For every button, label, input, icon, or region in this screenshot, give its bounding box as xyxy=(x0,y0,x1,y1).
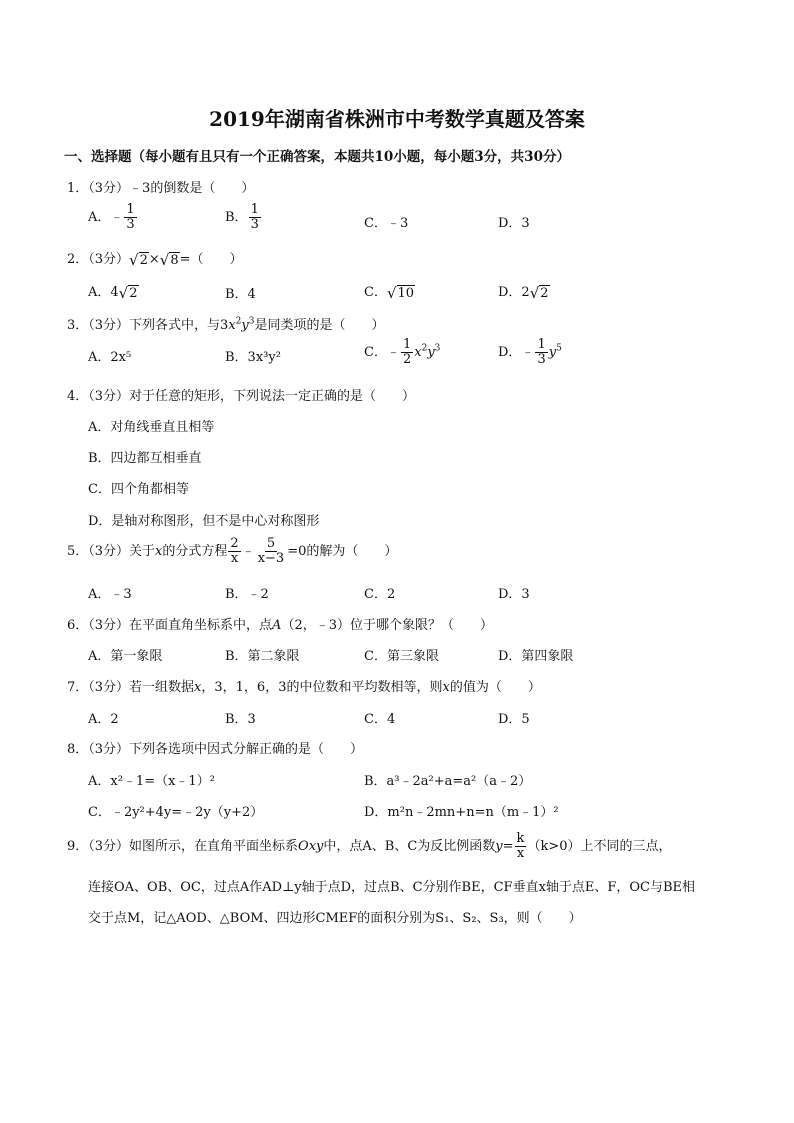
question-6-stem: 6．（3分）在平面直角坐标系中，点A（2，﹣3）位于哪个象限？（ ） xyxy=(67,618,493,633)
q7-option-a: A．2 xyxy=(88,712,119,727)
q8-option-d: D．m²n﹣2mn+n=n（m﹣1）² xyxy=(364,805,559,820)
question-3-stem: 3．（3分）下列各式中，与$3x^2y^3$是同类项的是（ ） xyxy=(67,316,385,333)
page-title: 2019年湖南省株洲市中考数学真题及答案 xyxy=(209,107,585,131)
q6-option-c: C．第三象限 xyxy=(364,649,439,664)
q1-option-d: D．3 xyxy=(498,216,530,231)
q2-option-a: A．4 √ 2 xyxy=(88,283,138,302)
question-5-stem: 5．（3分）关于x的分式方程 $\frac{2}{x}$ ﹣ $\frac{5}{x-3}$ =0的解为（ ） xyxy=(67,536,398,566)
q8-option-a: A．x²﹣1=（x﹣1）² xyxy=(88,774,215,789)
q4-option-d: D．是轴对称图形，但不是中心对称图形 xyxy=(88,514,320,529)
q5-option-d: D．3 xyxy=(498,587,530,602)
question-1-stem: 1．（3分）﹣3的倒数是（ ） xyxy=(67,181,255,196)
q6-option-a: A．第一象限 xyxy=(88,649,163,664)
q6-option-b: B．第二象限 xyxy=(225,649,300,664)
q7-option-d: D．5 xyxy=(498,712,530,727)
q5-option-a: A．﹣3 xyxy=(88,587,132,602)
q8-option-c: C．﹣2y²+4y=﹣2y（y+2） xyxy=(88,805,264,820)
q5-option-b: B．﹣2 xyxy=(225,587,269,602)
q4-option-b: B．四边都互相垂直 xyxy=(88,451,202,466)
q3-option-a: A．2x⁵ xyxy=(88,350,132,365)
q6-option-d: D．第四象限 xyxy=(498,649,574,664)
q7-option-b: B．3 xyxy=(225,712,256,727)
q1-option-c: C．﹣3 xyxy=(364,216,409,231)
q2-option-b: B．4 xyxy=(225,287,256,302)
question-9-line-3: 交于点M，记△AOD、△BOM、四边形CMEF的面积分别为S₁、S₂、S₃，则（ ） xyxy=(88,911,582,926)
q8-option-b: B．a³﹣2a²+a=a²（a﹣2） xyxy=(364,774,532,789)
section-header: 一、选择题（每小题有且只有一个正确答案，本题共10小题，每小题3分，共30分） xyxy=(64,149,570,165)
q3-option-c: C．﹣ $\frac{1}{2}$ $x^2y^3$ xyxy=(364,337,441,367)
question-7-stem: 7．（3分）若一组数据x，3，1，6，3的中位数和平均数相等，则x的值为（ ） xyxy=(67,680,541,695)
question-2-stem: 2．（3分） √ 2 × √ 8 =（ ） xyxy=(67,250,243,269)
q3-option-d: D．﹣ $\frac{1}{3}$ $y^5$ xyxy=(498,337,562,367)
question-9-line-2: 连接OA、OB、OC，过点A作AD⊥y轴于点D，过点B、C分别作BE，CF垂直x轴于点E、F，OC与BE相 xyxy=(88,880,696,895)
q4-option-a: A．对角线垂直且相等 xyxy=(88,420,215,435)
q1-option-b: B． $\frac{1}{3}$ xyxy=(225,202,259,232)
q2-option-c: C． √ 10 xyxy=(364,283,415,302)
q1-option-a: A．﹣ $\frac{1}{3}$ xyxy=(88,202,135,232)
q2-option-d: D．2 √ 2 xyxy=(498,283,549,302)
question-8-stem: 8．（3分）下列各选项中因式分解正确的是（ ） xyxy=(67,742,364,757)
question-4-stem: 4．（3分）对于任意的矩形，下列说法一定正确的是（ ） xyxy=(67,389,416,404)
q4-option-c: C．四个角都相等 xyxy=(88,482,189,497)
q5-option-c: C．2 xyxy=(364,587,396,602)
question-9-line-1: 9．（3分）如图所示，在直角平面坐标系Oxy中，点A、B、C为反比例函数y= $\frac{k}{x}$ （k>0）上不同的三点， xyxy=(67,831,672,861)
q7-option-c: C．4 xyxy=(364,712,396,727)
q3-option-b: B．3x³y² xyxy=(225,350,281,365)
